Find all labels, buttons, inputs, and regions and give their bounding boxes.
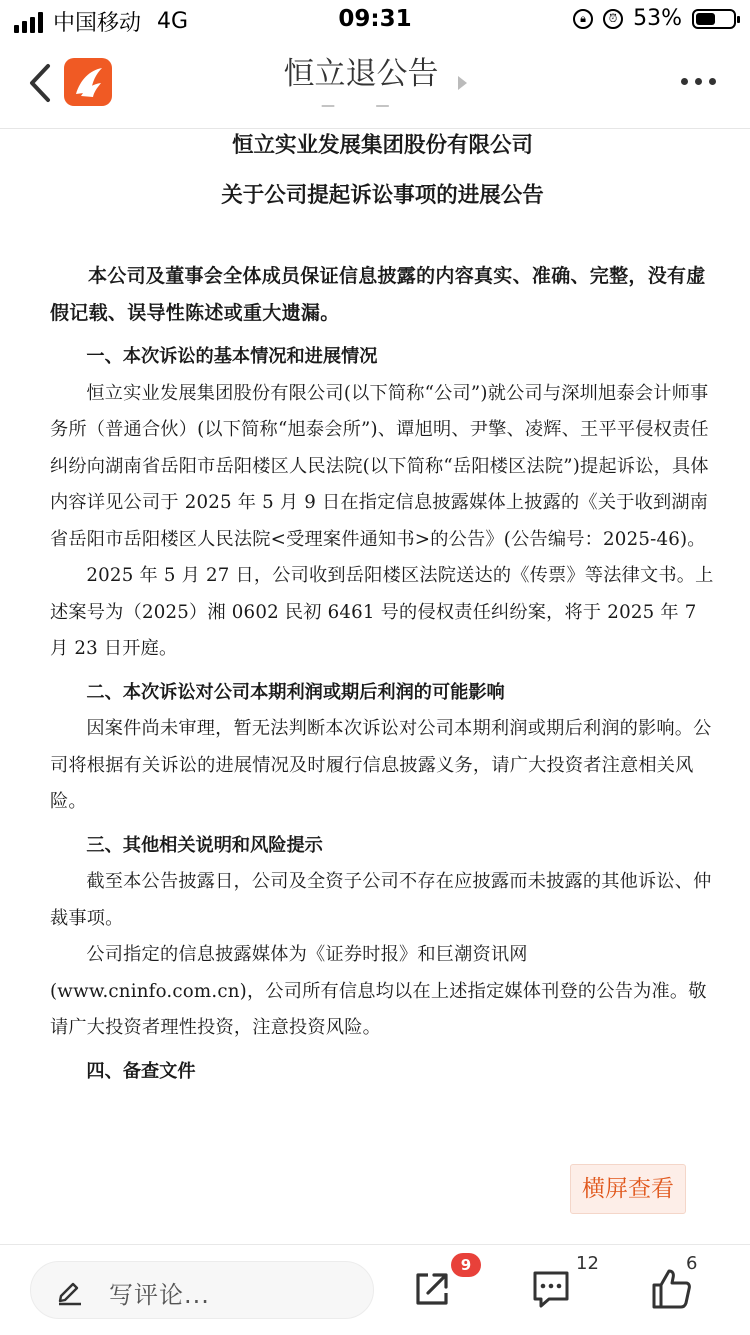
battery-percent: 53% [633, 6, 682, 31]
more-options-icon[interactable] [681, 78, 716, 85]
comment-count: 12 [576, 1253, 599, 1274]
announcement-document [50, 128, 715, 1090]
comment-icon[interactable] [529, 1267, 573, 1311]
paragraph: 恒立实业发展集团股份有限公司(以下简称“公司”)就公司与深圳旭泰会计师事务所（普通合伙）(以下简称“旭泰会所”)、谭旭明、尹擎、凌辉、王平平侵权责任纠纷向湖南省岳阳市岳阳楼区人民法院(以下简称“岳阳楼区法院”)提起诉讼，具体内容详见公司于 2025 年 5 月 9 日在指定信息披露媒体上披露的《关于收到湖南省岳阳市岳阳楼区人民法院<受理案件通知书>的公告》(公告编号：2025-46)。 [50, 382, 709, 550]
announcement-title: 关于公司提起诉讼事项的进展公告 [221, 183, 544, 208]
network-type: 4G [157, 9, 189, 34]
status-bar [0, 0, 750, 42]
paragraph: 截至本公告披露日，公司及全资子公司不存在应披露而未披露的其他诉讼、仲裁事项。 [50, 871, 712, 929]
comment-placeholder: 写评论... [109, 1281, 210, 1309]
status-right [573, 6, 736, 31]
paragraph: 公司指定的信息披露媒体为《证券时报》和巨潮资讯网(www.cninfo.com.cn)，公司所有信息均以在上述指定媒体刊登的公告为准。敬请广大投资者理性投资，注意投资风险。 [50, 944, 707, 1038]
board-statement: 本公司及董事会全体成员保证信息披露的内容真实、准确、完整，没有虚假记载、误导性陈述或重大遗漏。 [50, 265, 706, 324]
battery-icon [692, 9, 736, 29]
section-heading-1: 一、本次诉讼的基本情况和进展情况 [86, 346, 378, 367]
section-heading-4: 四、备查文件 [86, 1060, 196, 1082]
clock: 09:31 [338, 6, 412, 32]
landscape-view-button[interactable]: 横屏查看 [570, 1164, 686, 1214]
page-title: 恒立退公告 [283, 56, 439, 92]
section-heading-3: 三、其他相关说明和风险提示 [86, 834, 323, 856]
comment-input[interactable] [30, 1261, 374, 1319]
pen-icon [57, 1276, 83, 1306]
title-arrow-icon[interactable] [458, 76, 467, 90]
carrier-name: 中国移动 [53, 11, 142, 36]
share-badge: 9 [451, 1253, 481, 1277]
paragraph: 因案件尚未审理，暂无法判断本次诉讼对公司本期利润或期后利润的影响。公司将根据有关诉讼的进展情况及时履行信息披露义务，请广大投资者注意相关风险。 [50, 718, 712, 812]
section-heading-2: 二、本次诉讼对公司本期利润或期后利润的可能影响 [86, 681, 505, 703]
alarm-icon: ⏰︎ [603, 9, 623, 29]
rotation-lock-icon: 🔒︎ [573, 9, 593, 29]
page-subtitle: — — [321, 98, 408, 114]
share-icon[interactable] [410, 1267, 454, 1311]
bottom-toolbar [0, 1244, 750, 1335]
company-name-title: 恒立实业发展集团股份有限公司 [231, 133, 533, 158]
paragraph: 2025 年 5 月 27 日，公司收到岳阳楼区法院送达的《传票》等法律文书。上述案号为（2025）湘 0602 民初 6461 号的侵权责任纠纷案，将于 2025 年 7 月 23 日开庭。 [50, 565, 714, 659]
nav-bar [0, 42, 750, 129]
like-count: 6 [686, 1253, 698, 1274]
battery-fill [696, 13, 715, 25]
